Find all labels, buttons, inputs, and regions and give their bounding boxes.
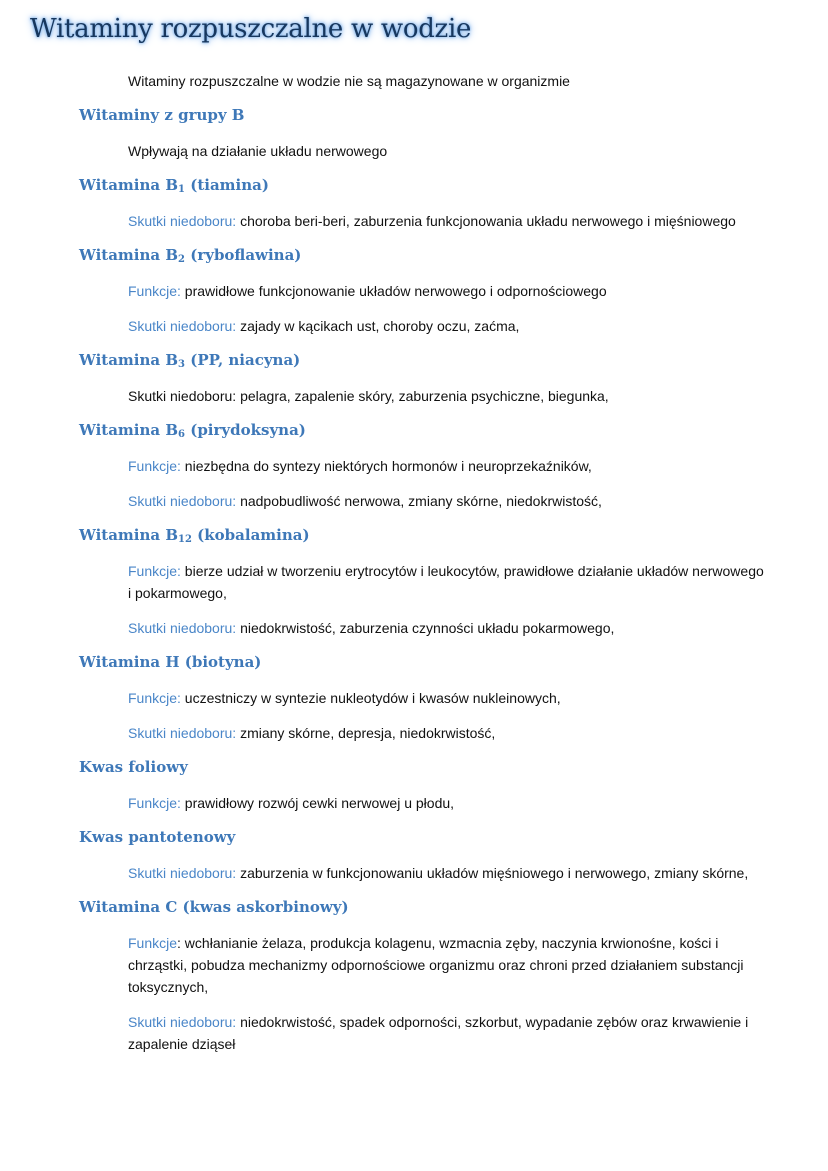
vitamin-b6-functions (128, 455, 768, 477)
heading-folic-acid: Kwas foliowy (79, 758, 188, 776)
vitamin-h-deficiency-text: zmiany skórne, depresja, niedokrwistość, (236, 725, 496, 741)
vitamin-b2-deficiency (128, 315, 768, 337)
vitamin-b2-functions-text: prawidłowe funkcjonowanie układów nerwowego i odpornościowego (180, 283, 607, 299)
deficiency-label: Skutki niedoboru: (128, 865, 237, 881)
heading-vitamin-b12 (79, 526, 310, 544)
vitamin-b2-functions (128, 280, 768, 302)
vitamin-b-group-description: Wpływają na działanie układu nerwowego (128, 143, 388, 159)
vitamin-b3-alias: (PP, niacyna) (185, 351, 301, 369)
deficiency-label: Skutki niedoboru: (128, 213, 237, 229)
vitamin-b2-subscript: 2 (178, 254, 185, 265)
deficiency-label: Skutki niedoboru: (128, 318, 237, 334)
vitamin-h-functions-text: uczestniczy w syntezie nukleotydów i kwasów nukleinowych, (180, 690, 561, 706)
document-title: Witaminy rozpuszczalne w wodzie (30, 14, 472, 44)
vitamin-b2-alias: (ryboflawina) (185, 246, 302, 264)
vitamin-b12-deficiency-text: niedokrwistość, zaburzenia czynności układu pokarmowego, (236, 620, 615, 636)
vitamin-b2-deficiency-text: zajady w kącikach ust, choroby oczu, zaćma, (236, 318, 520, 334)
heading-vitamin-b1 (79, 176, 269, 194)
vitamin-c-functions-text: : wchłanianie żelaza, produkcja kolagenu, wzmacnia zęby, naczynia krwionośne, kości i chrząstki, pobudza mechanizmy odpornościowe organizmu oraz chroni przed działaniem substancji toksycznych, (128, 935, 744, 995)
vitamin-b12-functions (128, 560, 768, 604)
heading-vitamin-b-group: Witaminy z grupy B (79, 106, 245, 124)
vitamin-b12-name: Witamina B (79, 526, 179, 544)
intro-paragraph: Witaminy rozpuszczalne w wodzie nie są magazynowane w organizmie (128, 73, 570, 89)
functions-label: Funkcje (128, 935, 178, 951)
vitamin-b6-functions-text: niezbędna do syntezy niektórych hormonów i neuroprzekaźników, (180, 458, 592, 474)
pantothenic-acid-deficiency-text: zaburzenia w funkcjonowaniu układów mięśniowego i nerwowego, zmiany skórne, (236, 865, 749, 881)
functions-label: Funkcje: (128, 283, 181, 299)
vitamin-b3-subscript: 3 (178, 359, 185, 370)
vitamin-b12-alias: (kobalamina) (191, 526, 310, 544)
deficiency-label: Skutki niedoboru: (128, 1014, 237, 1030)
pantothenic-acid-deficiency (128, 862, 768, 884)
vitamin-b12-subscript: 12 (178, 534, 192, 545)
heading-vitamin-b3 (79, 351, 300, 369)
vitamin-b1-deficiency-text: choroba beri-beri, zaburzenia funkcjonowania układu nerwowego i mięśniowego (236, 213, 736, 229)
functions-label: Funkcje: (128, 690, 181, 706)
vitamin-b1-name: Witamina B (79, 176, 179, 194)
heading-vitamin-c: Witamina C (kwas askorbinowy) (79, 898, 349, 916)
deficiency-label: Skutki niedoboru: (128, 620, 237, 636)
functions-label: Funkcje: (128, 795, 181, 811)
vitamin-b6-subscript: 6 (178, 429, 185, 440)
vitamin-b1-deficiency (128, 210, 768, 232)
vitamin-h-functions (128, 687, 768, 709)
heading-vitamin-b2 (79, 246, 301, 264)
vitamin-b1-alias: (tiamina) (185, 176, 269, 194)
functions-label: Funkcje: (128, 458, 181, 474)
deficiency-label: Skutki niedoboru: (128, 493, 237, 509)
heading-pantothenic-acid: Kwas pantotenowy (79, 828, 236, 846)
heading-vitamin-b6 (79, 421, 306, 439)
vitamin-h-deficiency (128, 722, 768, 744)
vitamin-c-deficiency (128, 1011, 768, 1055)
vitamin-b6-deficiency-text: nadpobudliwość nerwowa, zmiany skórne, niedokrwistość, (236, 493, 602, 509)
vitamin-b1-subscript: 1 (178, 184, 185, 195)
vitamin-b6-alias: (pirydoksyna) (185, 421, 306, 439)
folic-acid-functions-text: prawidłowy rozwój cewki nerwowej u płodu, (180, 795, 455, 811)
vitamin-c-functions (128, 932, 768, 998)
vitamin-b12-functions-text: bierze udział w tworzeniu erytrocytów i leukocytów, prawidłowe działanie układów nerwowego i pokarmowego, (128, 563, 764, 601)
deficiency-label: Skutki niedoboru: (128, 725, 237, 741)
vitamin-b6-name: Witamina B (79, 421, 179, 439)
vitamin-b6-deficiency (128, 490, 768, 512)
vitamin-c-deficiency-text: niedokrwistość, spadek odporności, szkorbut, wypadanie zębów oraz krwawienie i zapalenie dziąseł (128, 1014, 749, 1052)
vitamin-b3-name: Witamina B (79, 351, 179, 369)
heading-vitamin-h: Witamina H (biotyna) (79, 653, 262, 671)
folic-acid-functions (128, 792, 768, 814)
vitamin-b3-deficiency: Skutki niedoboru: pelagra, zapalenie skóry, zaburzenia psychiczne, biegunka, (128, 388, 609, 404)
vitamin-b2-name: Witamina B (79, 246, 179, 264)
vitamin-b12-deficiency (128, 617, 768, 639)
functions-label: Funkcje: (128, 563, 181, 579)
